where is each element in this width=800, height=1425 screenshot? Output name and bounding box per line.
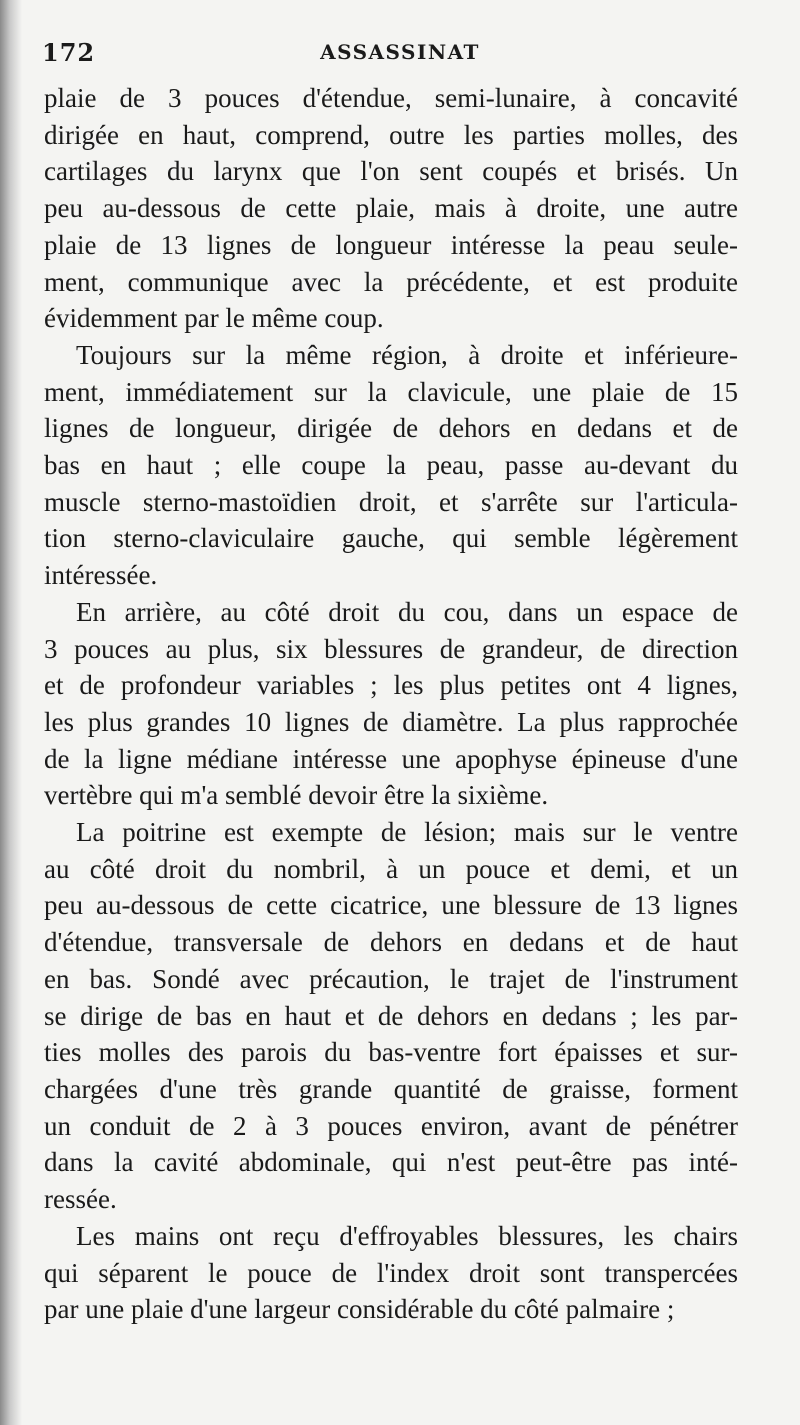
paragraph bbox=[44, 337, 738, 594]
text-line: tion sterno-claviculaire gauche, qui semble légèrement bbox=[44, 523, 738, 554]
text-line: en bas. Sondé avec précaution, le trajet de l'instrument bbox=[44, 963, 738, 994]
page-header-title: ASSASSINAT bbox=[320, 40, 480, 64]
text-line: En arrière, au côté droit du cou, dans un espace de bbox=[76, 596, 738, 627]
page-number: 172 bbox=[42, 38, 96, 67]
text-line: Toujours sur la même région, à droite et inférieure- bbox=[76, 339, 738, 370]
text-line: par une plaie d'une largeur considérable du côté palmaire ; bbox=[44, 1294, 675, 1325]
text-line: de la ligne médiane intéresse une apophyse épineuse d'une bbox=[44, 743, 738, 774]
text-line: évidemment par le même coup. bbox=[44, 303, 384, 334]
text-line: plaie de 3 pouces d'étendue, semi-lunaire, à concavité bbox=[44, 83, 738, 113]
text-line: ment, communique avec la précédente, et est produite bbox=[44, 266, 738, 297]
body-text bbox=[44, 80, 738, 1328]
text-line: un conduit de 2 à 3 pouces environ, avant de pénétrer bbox=[44, 1110, 738, 1141]
text-line: ressée. bbox=[44, 1184, 117, 1215]
text-line: dirigée en haut, comprend, outre les parties molles, des bbox=[44, 119, 738, 150]
paragraph bbox=[44, 814, 738, 1218]
text-line: se dirige de bas en haut et de dehors en dedans ; les par- bbox=[44, 1000, 738, 1031]
text-line: bas en haut ; elle coupe la peau, passe au-devant du bbox=[44, 450, 738, 481]
text-line: au côté droit du nombril, à un pouce et demi, et un bbox=[44, 853, 738, 884]
text-line: qui séparent le pouce de l'index droit sont transpercées bbox=[44, 1257, 738, 1288]
running-head bbox=[40, 36, 760, 72]
text-line: intéressée. bbox=[44, 560, 158, 591]
text-line: et de profondeur variables ; les plus petites ont 4 lignes, bbox=[44, 670, 738, 701]
text-line: ment, immédiatement sur la clavicule, une plaie de 15 bbox=[44, 376, 738, 407]
paragraph bbox=[44, 1218, 738, 1328]
text-line: peu au-dessous de cette plaie, mais à droite, une autre bbox=[44, 193, 738, 224]
text-line: peu au-dessous de cette cicatrice, une blessure de 13 lignes bbox=[44, 890, 738, 921]
binding-shadow bbox=[0, 0, 22, 1425]
text-line: d'étendue, transversale de dehors en dedans et de haut bbox=[44, 927, 738, 958]
text-line: 3 pouces au plus, six blessures de grandeur, de direction bbox=[44, 633, 738, 664]
text-line: dans la cavité abdominale, qui n'est peut-être pas inté- bbox=[44, 1147, 738, 1178]
text-line: plaie de 13 lignes de longueur intéresse la peau seule- bbox=[44, 229, 738, 260]
text-line: ties molles des parois du bas-ventre fort épaisses et sur- bbox=[44, 1037, 738, 1068]
paragraph bbox=[44, 80, 738, 337]
text-line: La poitrine est exempte de lésion; mais sur le ventre bbox=[76, 817, 738, 848]
text-line: muscle sterno-mastoïdien droit, et s'arrête sur l'articula- bbox=[44, 486, 738, 517]
text-line: lignes de longueur, dirigée de dehors en dedans et de bbox=[44, 413, 738, 444]
text-line: Les mains ont reçu d'effroyables blessures, les chairs bbox=[76, 1220, 738, 1251]
text-line: chargées d'une très grande quantité de graisse, forment bbox=[44, 1073, 738, 1104]
text-line: vertèbre qui m'a semblé devoir être la sixième. bbox=[44, 780, 549, 811]
text-line: les plus grandes 10 lignes de diamètre. La plus rapprochée bbox=[44, 706, 738, 737]
text-line: cartilages du larynx que l'on sent coupés et brisés. Un bbox=[44, 156, 738, 187]
paragraph bbox=[44, 594, 738, 814]
